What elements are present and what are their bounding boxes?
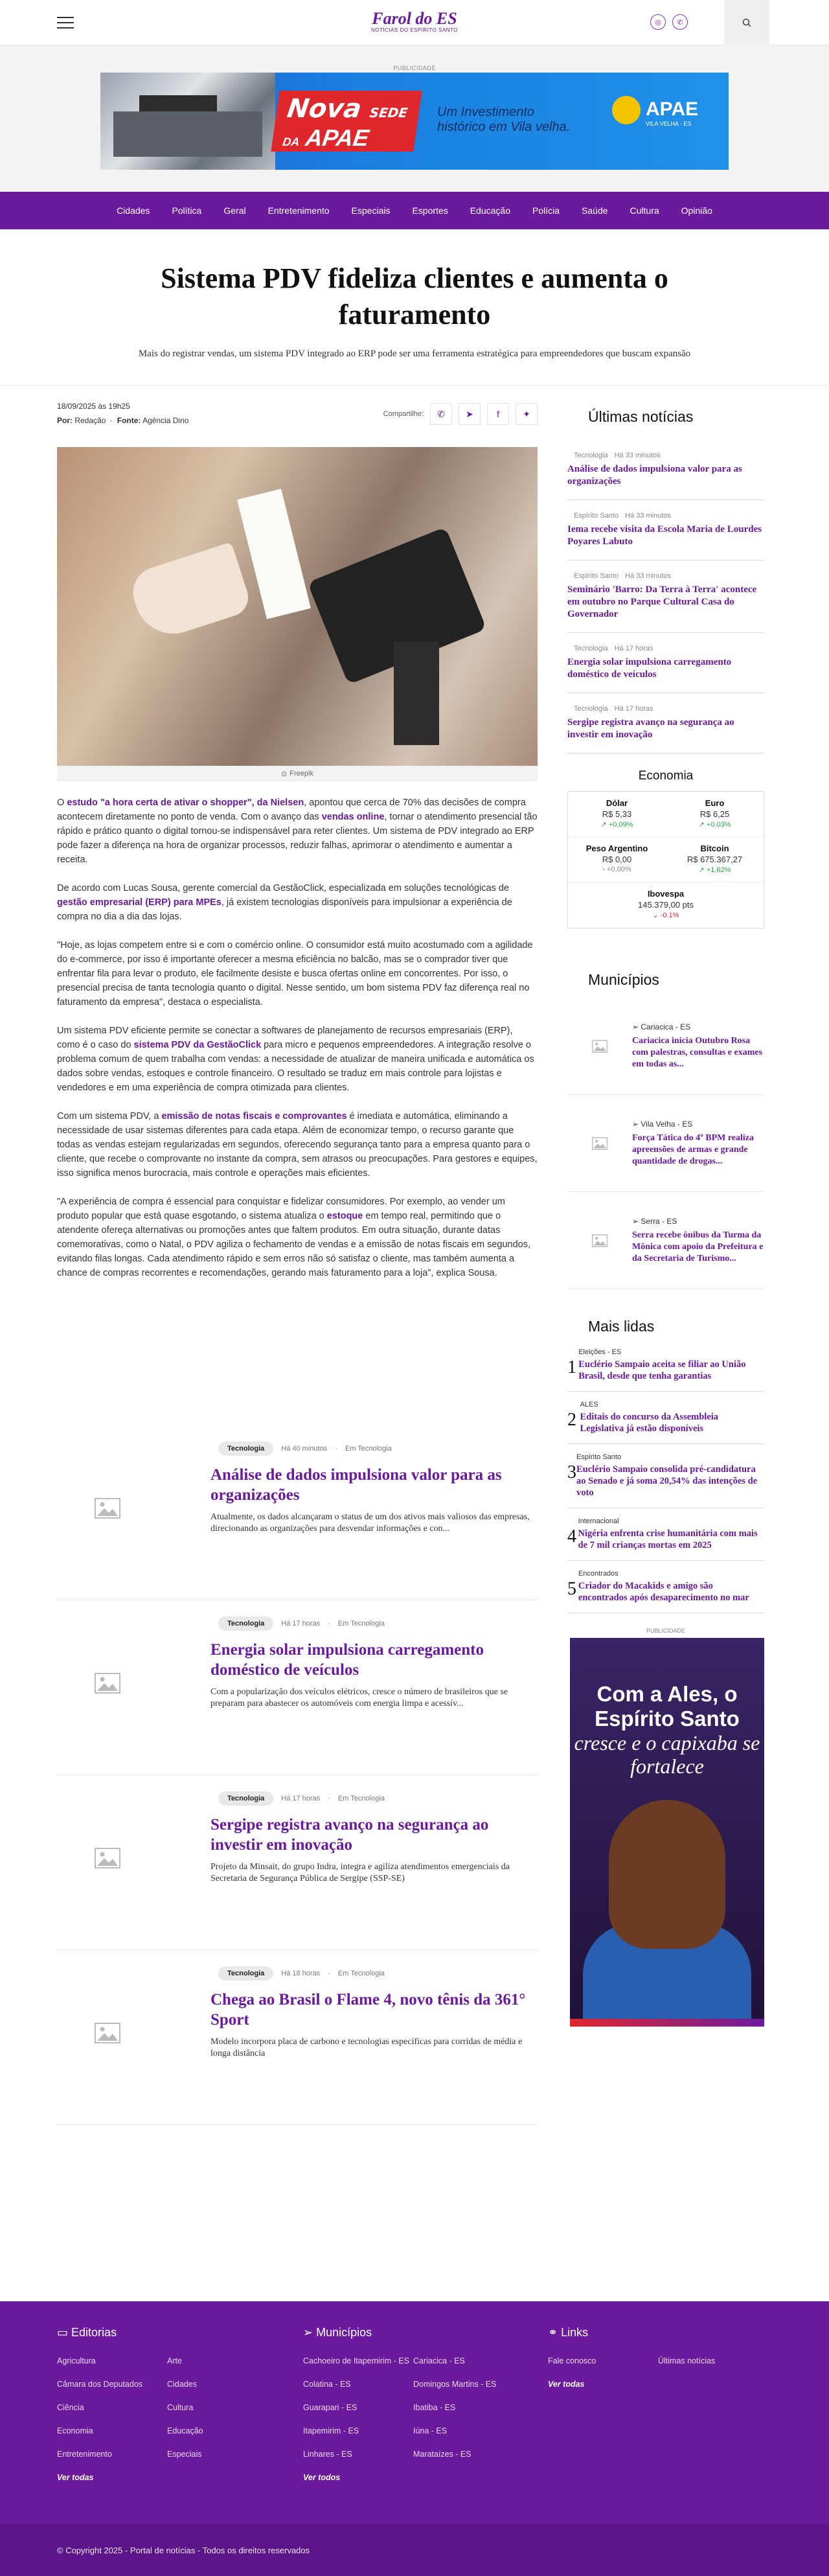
municipio-location <box>632 1217 764 1226</box>
most-read-item[interactable] <box>567 1339 764 1392</box>
erp-link[interactable]: gestão empresarial (ERP) para MPEs <box>57 897 221 908</box>
indicator-change <box>666 866 764 874</box>
nav-item-policia[interactable]: Polícia <box>532 205 560 216</box>
municipio-headline[interactable]: Serra recebe ônibus da Turma da Mônica com apoio da Prefeitura e da Secretaria de Turismo... <box>632 1230 764 1263</box>
latest-headline[interactable]: Iema recebe visita da Escola Maria de Lourdes Poyares Labuto <box>567 524 762 547</box>
ad-da-text: DA <box>282 135 301 148</box>
apae-logo <box>612 96 698 127</box>
link-icon: ⚭ <box>548 2326 558 2339</box>
most-read-headline[interactable]: Euclério Sampaio consolida pré-candidatura ao Senado e já soma 20,54% das intenções de voto <box>576 1464 758 1498</box>
latest-category: Tecnologia <box>574 452 608 459</box>
location-arrow-icon: ➢ <box>632 1022 641 1031</box>
article-title: Sistema PDV fideliza clientes e aumenta o faturamento <box>161 262 668 330</box>
municipio-headline[interactable]: Cariacica inicia Outubro Rosa com palestras, consultas e exames em todas as... <box>632 1035 763 1069</box>
economy-title: Economia <box>638 769 694 783</box>
indicator-change <box>568 820 666 829</box>
related-title[interactable]: Sergipe registra avanço na segurança ao investir em inovação <box>210 1816 489 1854</box>
arrow-down-icon: ⌄ <box>652 912 661 919</box>
footer-link[interactable]: Cariacica - ES <box>413 2356 465 2365</box>
indicator-value: 145.379,00 pts <box>637 900 694 910</box>
latest-meta <box>567 705 764 713</box>
footer-link[interactable]: Ibatiba - ES <box>413 2403 456 2412</box>
arrow-up-icon: ↗ <box>698 821 707 829</box>
economy-widget <box>567 753 764 928</box>
nielsen-link[interactable]: estudo "a hora certa de ativar o shopper", da Nielsen <box>67 798 304 808</box>
footer-link[interactable]: Agricultura <box>57 2356 96 2365</box>
most-read-text <box>578 1348 764 1382</box>
footer-links <box>548 2326 768 2389</box>
indicator-value: R$ 675.367,27 <box>687 855 743 864</box>
ad-line2: cresce e o capixaba se fortalece <box>574 1731 760 1778</box>
municipio-location <box>632 1120 764 1129</box>
ad-claim: Um Investimento histórico em Vila velha. <box>437 105 571 134</box>
footer-editorias-title: Editorias <box>71 2326 117 2339</box>
top-ad-area <box>0 45 829 192</box>
indicator-change-value: +1,62% <box>706 866 731 874</box>
latest-time: Há 33 minutos <box>625 572 672 580</box>
footer-link[interactable]: Economia <box>57 2426 93 2435</box>
search-button[interactable] <box>724 0 769 45</box>
sidebar <box>567 385 764 2027</box>
related-meta <box>210 1442 538 1456</box>
ad-label: PUBLICIDADE <box>393 65 436 71</box>
related-card[interactable] <box>57 1600 538 1775</box>
most-read-title: Mais lidas <box>588 1318 655 1335</box>
category-tag[interactable]: Tecnologia <box>218 1442 273 1456</box>
footer-link[interactable]: Últimas notícias <box>658 2356 716 2365</box>
ad-nova-sede <box>271 91 422 152</box>
location-arrow-icon: ➢ <box>303 2326 313 2339</box>
related-time: Há 17 horas <box>281 1795 321 1802</box>
related-title[interactable]: Chega ao Brasil o Flame 4, novo tênis da 361° Sport <box>210 1991 526 2029</box>
footer-link[interactable]: Domingos Martins - ES <box>413 2380 497 2389</box>
copyright: © Copyright 2025 - Portal de notícias - Todos os direitos reservados <box>57 2545 310 2555</box>
main-nav <box>0 192 829 229</box>
camera-icon: ⊙ <box>281 770 288 778</box>
municipio-text <box>632 1022 764 1070</box>
indicator-value: R$ 6,25 <box>699 809 730 819</box>
latest-category: Espírito Santo <box>574 572 619 580</box>
share-whatsapp-icon[interactable]: ✆ <box>430 403 452 425</box>
author-label: Por: <box>57 416 73 425</box>
nav-item-esportes[interactable]: Esportes <box>412 205 448 216</box>
most-read-item[interactable] <box>567 1392 764 1444</box>
indicator-change-value: +0,00% <box>607 866 631 873</box>
related-title[interactable]: Energia solar impulsiona carregamento doméstico de veículos <box>210 1641 484 1679</box>
related-time: Há 40 minutos <box>281 1445 328 1453</box>
nav-item-geral[interactable]: Geral <box>223 205 246 216</box>
nav-item-especiais[interactable]: Especiais <box>351 205 391 216</box>
latest-title: Últimas notícias <box>588 408 694 425</box>
rank-number: 1 <box>567 1357 576 1377</box>
economy-dólar <box>568 792 666 837</box>
indicator-name: Dólar <box>606 798 628 808</box>
category-tag[interactable]: Tecnologia <box>218 1616 273 1631</box>
separator-dot: · <box>328 1795 330 1802</box>
related-articles <box>57 1425 538 2125</box>
latest-time: Há 33 minutos <box>614 452 661 459</box>
placeholder-image-icon <box>89 1665 126 1701</box>
latest-news <box>567 385 764 753</box>
placeholder-image-icon <box>89 1840 126 1876</box>
municipio-item[interactable] <box>567 1095 764 1192</box>
article-hero-image <box>57 447 538 766</box>
arrow-up-icon: ↗ <box>698 866 707 874</box>
ad-label: PUBLICIDADE <box>646 1627 686 1634</box>
latest-meta <box>567 452 764 459</box>
most-read-text <box>580 1401 764 1434</box>
latest-category: Tecnologia <box>574 705 608 713</box>
related-description: Atualmente, os dados alcançaram o status de um dos ativos mais valiosos das empresas, direcionando as organizações para desvendar informações e con... <box>210 1512 530 1534</box>
placeholder-image-icon <box>567 1137 632 1150</box>
location-arrow-icon: ➢ <box>632 1119 641 1129</box>
article-date: 18/09/2025 às 19h25 <box>57 402 130 411</box>
paragraph: O estudo "a hora certa de ativar o shopper", da Nielsen, apontou que cerca de 70% das decisões de compra acontecem diretamente no ponto de venda. Com o avanço das vendas online, tornar o atendimento presencial tão rápido e prático quanto o digital tornou-se indispensável para reter clientes. Um sistema de PDV integrado ao ERP pode fazer a diferença na hora de organizar processos, reduzir falhas, aprimorar o atendimento e aumentar a receita. <box>57 798 538 865</box>
apae-ad-banner[interactable] <box>100 73 729 170</box>
related-content <box>210 1442 538 1535</box>
article-subtitle: Mais do registrar vendas, um sistema PDV integrado ao ERP pode ser uma ferramenta estratégica para empreendedores que buscam expansão <box>138 349 691 359</box>
most-read-category: Espírito Santo <box>576 1453 622 1461</box>
latest-headline[interactable]: Energia solar impulsiona carregamento doméstico de veículos <box>567 657 732 680</box>
footer-link[interactable]: Cachoeiro de Itapemirim - ES <box>303 2356 409 2365</box>
most-read-item[interactable] <box>567 1561 764 1613</box>
article-header <box>0 229 829 360</box>
economy-ibovespa <box>568 882 764 928</box>
related-meta <box>210 1966 538 1981</box>
separator-dot: · <box>328 1620 330 1627</box>
footer-link[interactable]: Câmara dos Deputados <box>57 2380 143 2389</box>
sidebar-ad <box>567 1613 764 2027</box>
paragraph: "Hoje, as lojas competem entre si e com o comércio online. O consumidor está muito acostumado com a agilidade do e-commerce, por isso é importante oferecer a mesma eficiência no balcão, mas se o comprador tiver que enfrentar fila para levar o produto, ele facilmente desiste e busca ofertas online em concorrentes. Por isso, o presencial precisa de tanta tecnologia quanto o digital. Nesse sentido, um bom sistema PDV faz diferença real no faturamento da empresa", destaca o especialista. <box>57 940 533 1007</box>
placeholder-image-icon <box>567 1234 632 1247</box>
placeholder-image-icon <box>89 2015 126 2051</box>
notas-fiscais-link[interactable]: emissão de notas fiscais e comprovantes <box>161 1111 347 1121</box>
latest-meta <box>567 572 764 580</box>
municipio-item[interactable] <box>567 998 764 1095</box>
municipio-name: Vila Velha - ES <box>641 1119 693 1129</box>
footer-link[interactable]: Itapemirim - ES <box>303 2426 359 2435</box>
nav-item-cultura[interactable]: Cultura <box>630 205 659 216</box>
share-twitter-icon[interactable]: ✦ <box>516 403 538 425</box>
category-tag[interactable]: Tecnologia <box>218 1791 273 1806</box>
latest-headline[interactable]: Análise de dados impulsiona valor para as organizações <box>567 464 742 487</box>
related-time: Há 17 horas <box>281 1620 321 1627</box>
vendas-online-link[interactable]: vendas online <box>321 812 385 822</box>
footer-link[interactable]: Entretenimento <box>57 2450 112 2459</box>
related-card[interactable] <box>57 1775 538 1950</box>
latest-item[interactable] <box>567 693 764 753</box>
rank-number: 2 <box>567 1410 576 1430</box>
related-content <box>210 1791 538 1885</box>
article-body <box>57 796 538 1280</box>
footer-link[interactable]: Cidades <box>167 2380 197 2389</box>
economy-bitcoin <box>666 837 764 882</box>
latest-meta <box>567 512 764 520</box>
placeholder-image-icon <box>567 1040 632 1053</box>
most-read-headline[interactable]: Editais do concurso da Assembleia Legislativa já estão disponíveis <box>580 1412 719 1434</box>
location-arrow-icon: ➢ <box>632 1216 641 1226</box>
related-card[interactable] <box>57 1950 538 2125</box>
logo-text: Farol do ES <box>372 9 457 28</box>
nav-item-educacao[interactable]: Educação <box>470 205 510 216</box>
arrow-flat-icon: › <box>602 866 608 873</box>
footer-municipios-title: Municípios <box>316 2326 372 2339</box>
indicator-value: R$ 5,33 <box>602 809 632 819</box>
most-read-headline[interactable]: Euclério Sampaio aceita se filiar ao União Brasil, desde que tenha garantias <box>578 1359 746 1381</box>
economy-peso-argentino <box>568 837 666 882</box>
indicator-value: R$ 0,00 <box>602 855 632 864</box>
latest-time: Há 33 minutos <box>625 512 672 520</box>
latest-item[interactable] <box>567 633 764 693</box>
most-read-category: Encontrados <box>578 1570 619 1578</box>
footer-link[interactable]: Linhares - ES <box>303 2450 352 2459</box>
footer-editorias <box>57 2326 303 2482</box>
footer-link[interactable]: Especiais <box>167 2450 202 2459</box>
nav-item-saude[interactable]: Saúde <box>582 205 608 216</box>
economy-euro <box>666 792 764 837</box>
placeholder-image-icon <box>89 1490 126 1526</box>
ales-ad-banner[interactable] <box>570 1638 764 2027</box>
footer-link[interactable]: Arte <box>167 2356 182 2365</box>
latest-category: Espírito Santo <box>574 512 619 520</box>
search-icon <box>742 18 751 27</box>
indicator-change-value: +0,09% <box>608 821 633 829</box>
latest-time: Há 17 horas <box>614 705 653 713</box>
indicator-name: Bitcoin <box>700 844 729 853</box>
footer-link[interactable]: Educação <box>167 2426 203 2435</box>
category-tag[interactable]: Tecnologia <box>218 1966 273 1981</box>
municipios-block <box>567 928 764 1289</box>
municipio-item[interactable] <box>567 1192 764 1289</box>
indicator-change-value: -0.1% <box>660 912 679 919</box>
footer-links-title: Links <box>561 2326 589 2339</box>
apae-flower-icon <box>612 96 641 124</box>
rank-number: 3 <box>567 1462 576 1482</box>
nav-item-politica[interactable]: Política <box>172 205 202 216</box>
indicator-change <box>568 866 666 873</box>
whatsapp-icon[interactable]: ✆ <box>672 14 688 30</box>
indicator-change <box>568 911 764 919</box>
municipio-headline[interactable]: Força Tática do 4º BPM realiza apreensões de armas e grande quantidade de drogas... <box>632 1133 755 1166</box>
indicator-change-value: +0,03% <box>706 821 731 829</box>
municipio-name: Serra - ES <box>641 1216 677 1226</box>
indicator-name: Ibovespa <box>647 889 685 899</box>
most-read-text <box>578 1517 764 1551</box>
separator-dot: · <box>328 1970 330 1977</box>
ad-building-photo <box>100 73 275 170</box>
related-meta <box>210 1791 538 1806</box>
related-category: Em Tecnologia <box>345 1445 392 1453</box>
nav-item-entretenimento[interactable]: Entretenimento <box>267 205 330 216</box>
related-title[interactable]: Análise de dados impulsiona valor para as organizações <box>210 1466 502 1504</box>
most-read-category: Eleições - ES <box>578 1348 622 1356</box>
related-category: Em Tecnologia <box>337 1620 385 1627</box>
latest-item[interactable] <box>567 500 764 560</box>
apae-brand: APAE <box>646 98 699 120</box>
municipio-text <box>632 1217 764 1265</box>
latest-item[interactable] <box>567 560 764 633</box>
ad-line1: Com a Ales, o Espírito Santo <box>595 1682 740 1731</box>
separator-dot: · <box>335 1445 337 1453</box>
footer-link[interactable]: Colatina - ES <box>303 2380 351 2389</box>
footer-see-all-link[interactable]: Ver todos <box>303 2473 341 2482</box>
nav-item-cidades[interactable]: Cidades <box>117 205 150 216</box>
image-caption <box>57 766 538 781</box>
indicator-name: Peso Argentino <box>585 844 648 853</box>
footer-link[interactable]: Cultura <box>167 2403 194 2412</box>
nav-item-opiniao[interactable]: Opinião <box>681 205 712 216</box>
instagram-icon[interactable]: ◎ <box>650 14 666 30</box>
ad-apae-text: APAE <box>304 124 371 151</box>
latest-category: Tecnologia <box>574 645 608 652</box>
footer-see-all-link[interactable]: Ver todas <box>57 2473 94 2482</box>
footer <box>0 2301 829 2576</box>
tag-icon: ▭ <box>57 2326 69 2339</box>
footer-municipios <box>303 2326 549 2482</box>
ad-nova-text: Nova <box>285 94 363 124</box>
related-description: Com a popularização dos veículos elétricos, cresce o número de brasileiros que se preparam para abastecer os automóveis com energia limpa e acessív... <box>210 1687 508 1708</box>
source-label: Fonte: <box>117 416 141 425</box>
most-read-category: ALES <box>580 1401 598 1409</box>
latest-time: Há 17 horas <box>614 645 653 652</box>
share-label: Compartilhe: <box>383 410 424 418</box>
related-category: Em Tecnologia <box>337 1795 385 1802</box>
related-card[interactable] <box>57 1425 538 1600</box>
most-read-category: Internacional <box>578 1517 619 1525</box>
related-description: Modelo incorpora placa de carbono e tecnologias específicas para corridas de média e longa distância <box>210 2037 523 2058</box>
related-time: Há 18 horas <box>281 1970 321 1977</box>
article-meta: 18/09/2025 às 19h25 Por: Redação · Fonte: Agência Dino <box>57 385 538 428</box>
arrow-up-icon: ↗ <box>600 821 609 829</box>
copyright-bar <box>0 2524 829 2576</box>
related-description: Projeto da Minsait, do grupo Indra, integra e agiliza atendimentos emergenciais da Secretaria de Segurança Pública de Sergipe (SSP-SE) <box>210 1862 510 1883</box>
rank-number: 5 <box>567 1579 576 1599</box>
most-read-item[interactable] <box>567 1444 764 1508</box>
most-read <box>567 1289 764 1613</box>
share-bar <box>383 403 538 425</box>
related-content <box>210 1966 538 2060</box>
rank-number: 4 <box>567 1526 576 1547</box>
logo-tagline: NOTÍCIAS DO ESPÍRITO SANTO <box>370 27 459 33</box>
related-category: Em Tecnologia <box>337 1970 385 1977</box>
estoque-link[interactable]: estoque <box>326 1211 363 1221</box>
top-bar <box>0 0 829 45</box>
paragraph: Um sistema PDV eficiente permite se conectar a softwares de planejamento de recursos empresariais (ERP), como é o caso do sistema PDV da GestãoClick para micro e pequenos empreendedores. A integração resolve o problema comum de quem trabalha com vendas: a necessidade de atualizar de maneira unificada e automática os dados sobre vendas, estoques e controle financeiro. O resultado se traduz em mais controle para lojistas e vendedores e em uma experiência de compra otimizada para clientes. <box>57 1026 534 1093</box>
footer-link[interactable]: Fale conosco <box>548 2356 596 2365</box>
pdv-gestaoclick-link[interactable]: sistema PDV da GestãoClick <box>133 1040 262 1050</box>
most-read-text <box>578 1570 764 1604</box>
paragraph: "A experiência de compra é essencial para conquistar e fidelizar consumidores. Por exemplo, ao vender um produto popular que está quase esgotando, o sistema atualiza o estoque em tempo real, permitindo que o atendente ofereça alternativas ou promoções antes que faltem produtos. Em outra situação, durante datas comemorativas, como o Natal, o PDV agiliza o fechamento de vendas e a emissão de notas fiscais em segundos, evitando filas longas. Cada atendimento rápido e sem erros não só satisfaz o cliente, mas também aumenta a chance de compras recorrentes e recomendações, gerando mais faturamento para a loja", explica Sousa. <box>57 1197 531 1278</box>
author: Redação <box>74 416 106 425</box>
footer-link[interactable]: Iúna - ES <box>413 2426 448 2435</box>
footer-link[interactable]: Guarapari - ES <box>303 2403 358 2412</box>
indicator-name: Euro <box>705 798 725 808</box>
most-read-text <box>576 1453 764 1499</box>
most-read-item[interactable] <box>567 1508 764 1561</box>
related-content <box>210 1616 538 1710</box>
paragraph: De acordo com Lucas Sousa, gerente comercial da GestãoClick, especializada em soluções tecnológicas de gestão empresarial (ERP) para MPEs, já existem tecnologias disponíveis para impulsionar a experiência de compra no dia a dia das lojas. <box>57 883 512 922</box>
footer-link[interactable]: Marataízes - ES <box>413 2450 471 2459</box>
share-telegram-icon[interactable]: ➤ <box>459 403 481 425</box>
related-meta <box>210 1616 538 1631</box>
most-read-headline[interactable]: Nigéria enfrenta crise humanitária com mais de 7 mil crianças mortas em 2025 <box>578 1528 758 1550</box>
ad-sede-text: SEDE <box>369 105 409 121</box>
latest-meta <box>567 645 764 652</box>
footer-see-all-link[interactable]: Ver todas <box>548 2380 585 2389</box>
latest-headline[interactable]: Sergipe registra avanço na segurança ao investir em inovação <box>567 717 734 740</box>
paragraph: Com um sistema PDV, a emissão de notas fiscais e comprovantes é imediata e automática, eliminando a necessidade de usar sistemas diferentes para cada etapa. Além de economizar tempo, o recurso garante que todas as vendas estejam regularizadas em segundos, oferecendo segurança tanto para a empresa quanto para o cliente, que recebe o comprovante no instante da compra, sem atrasos ou preocupações. Para gestores e equipes, isso significa menos burocracia, mais controle e operações mais eficientes. <box>57 1111 538 1179</box>
most-read-headline[interactable]: Criador do Macakids e amigo são encontrados após desaparecimento no mar <box>578 1581 749 1603</box>
indicator-change <box>666 820 764 829</box>
latest-headline[interactable]: Seminário 'Barro: Da Terra à Terra' acontece em outubro no Parque Cultural Casa do Governador <box>567 584 757 619</box>
share-facebook-icon[interactable]: f <box>487 403 509 425</box>
municipio-location <box>632 1022 764 1031</box>
article <box>57 385 538 1294</box>
apae-brand-sub: VILA VELHA · ES <box>646 121 692 127</box>
site-logo[interactable] <box>0 9 829 33</box>
latest-item[interactable] <box>567 440 764 500</box>
municipio-text <box>632 1120 764 1167</box>
municipios-title: Municípios <box>588 971 659 988</box>
footer-link[interactable]: Ciência <box>57 2403 84 2412</box>
caption-text: Freepik <box>290 770 313 777</box>
source: Agência Dino <box>142 416 189 425</box>
municipio-name: Cariacica - ES <box>641 1022 691 1031</box>
